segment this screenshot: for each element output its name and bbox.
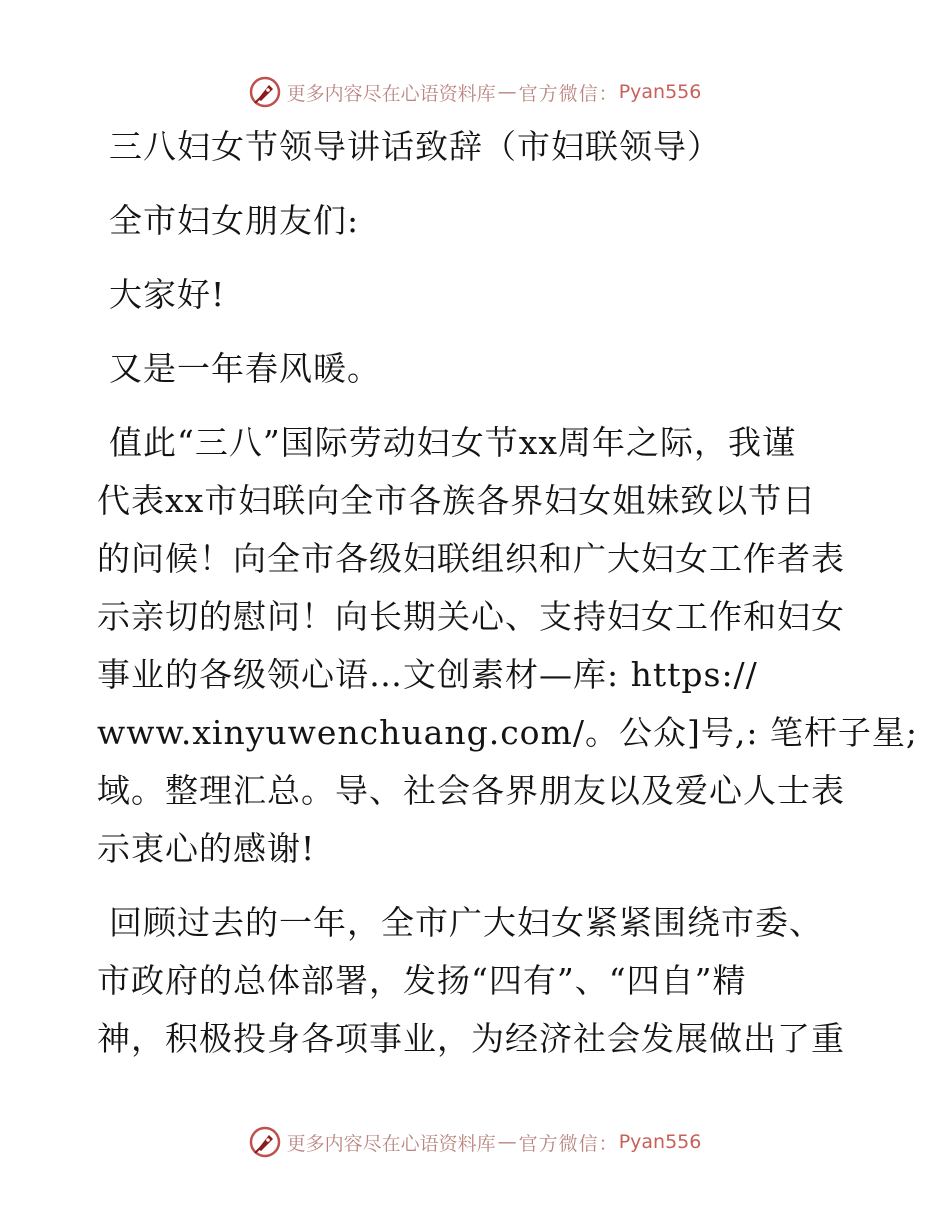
paragraph-line: 值此“三八”国际劳动妇女节xx周年之际，我谨 — [109, 423, 796, 462]
watermark-site-text: 更多内容尽在心语资料库 — [286, 82, 496, 105]
paragraph-line: 域。整理汇总。导、社会各界朋友以及爱心人士表 — [97, 771, 845, 810]
pen-nib-logo-icon — [249, 76, 281, 108]
watermark-wechat-id: Pyan556 — [618, 81, 702, 103]
watermark-wechat-label: 官方微信： — [518, 1132, 619, 1155]
paragraph-line: 示衷心的感谢! — [97, 829, 316, 868]
opening-line: 又是一年春风暖。 — [109, 349, 381, 388]
salutation: 全市妇女朋友们: — [109, 201, 360, 240]
watermark-site-text: 更多内容尽在心语资料库 — [286, 1132, 496, 1155]
paragraph-line: www.xinyuwenchuang.com/。公众]号,: 笔杆子星; — [97, 713, 919, 752]
greeting: 大家好! — [109, 275, 226, 314]
watermark-wechat-label: 官方微信： — [518, 82, 619, 105]
header-watermark — [0, 72, 950, 112]
paragraph-line: 事业的各级领心语…文创素材—库: https:// — [97, 655, 758, 694]
footer-watermark — [0, 1122, 950, 1162]
pen-nib-logo-icon — [249, 1126, 281, 1158]
watermark-wechat-id: Pyan556 — [618, 1131, 702, 1153]
watermark-separator: — — [497, 1131, 517, 1153]
paragraph-line: 的问候！向全市各级妇联组织和广大妇女工作者表 — [97, 539, 845, 578]
paragraph-line: 市政府的总体部署，发扬“四有”、“四自”精 — [97, 961, 747, 1000]
document-title: 三八妇女节领导讲话致辞（市妇联领导） — [109, 127, 721, 166]
paragraph-line: 示亲切的慰问！向长期关心、支持妇女工作和妇女 — [97, 597, 845, 636]
paragraph-line: 回顾过去的一年，全市广大妇女紧紧围绕市委、 — [109, 903, 823, 942]
watermark-separator: — — [497, 81, 517, 103]
paragraph-line: 代表xx市妇联向全市各族各界妇女姐妹致以节日 — [97, 481, 817, 520]
paragraph-line: 神，积极投身各项事业，为经济社会发展做出了重 — [97, 1019, 845, 1058]
